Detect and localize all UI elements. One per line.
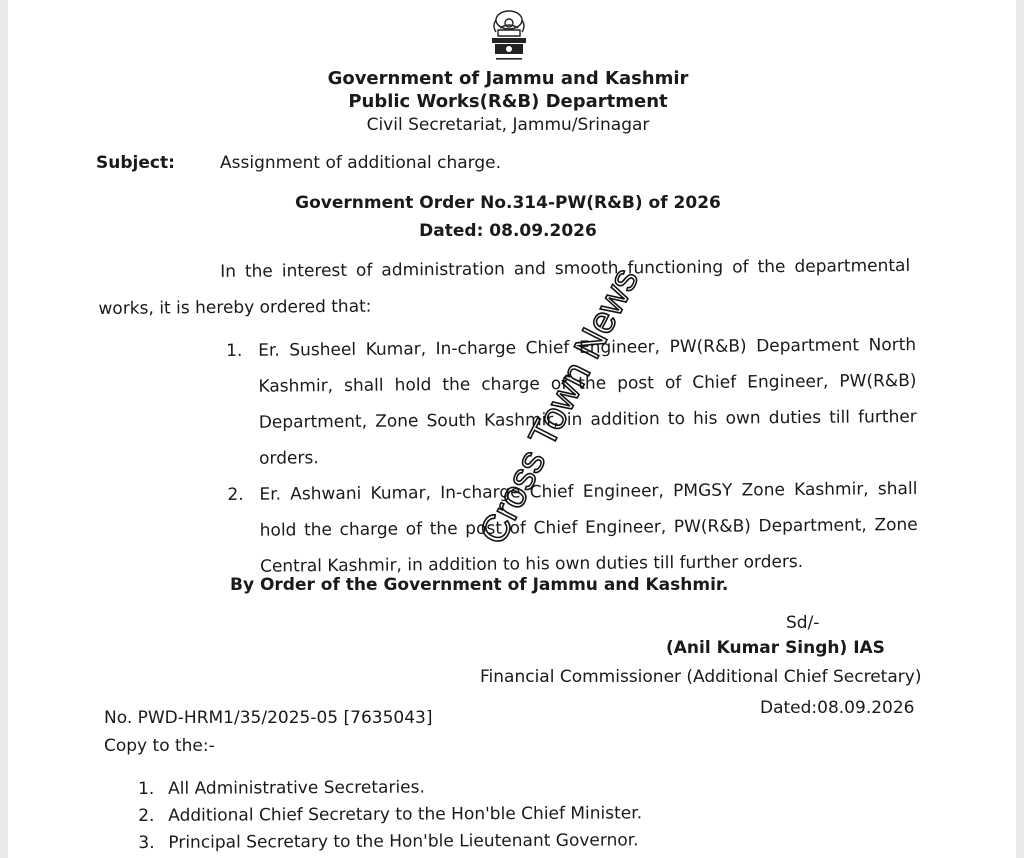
order-item (226, 327, 917, 477)
signatory-name: (Anil Kumar Singh) IAS (666, 638, 885, 658)
order-items (226, 327, 918, 585)
copy-item (138, 773, 642, 803)
subject-label: Subject: (96, 153, 175, 173)
subject-text: Assignment of additional charge. (220, 153, 501, 173)
header-government: Government of Jammu and Kashmir (327, 68, 689, 89)
document-page (8, 0, 1016, 858)
copy-to-label: Copy to the:- (104, 736, 215, 756)
reference-number: No. PWD-HRM1/35/2025-05 [7635043] (104, 708, 433, 728)
copy-item-text: All Administrative Secretaries. (168, 777, 425, 799)
header-department: Public Works(R&B) Department (348, 91, 668, 112)
copy-item-text: Principal Secretary to the Hon'ble Lieutenant Governor. (168, 830, 639, 853)
item-number: 1. (226, 340, 243, 361)
copy-item (138, 827, 642, 857)
item-text: Er. Ashwani Kumar, In-charge Chief Engineer, PMGSY Zone Kashmir, shall hold the charge of the post of Chief Engineer, PW(R&B) Department, Zone Central Kashmir, in addition to his own duties till further orders. (259, 478, 918, 577)
order-number: Government Order No.314-PW(R&B) of 2026 (295, 193, 721, 213)
signatory-designation: Financial Commissioner (Additional Chief Secretary) (480, 667, 922, 687)
intro-paragraph: In the interest of administration and smooth functioning of the departmental works, it is hereby ordered that: (98, 255, 911, 319)
copy-item-text: Additional Chief Secretary to the Hon'ble Chief Minister. (168, 803, 643, 826)
header-address: Civil Secretariat, Jammu/Srinagar (366, 115, 650, 135)
national-emblem-icon (478, 6, 540, 66)
item-text: Er. Susheel Kumar, In-charge Chief Engineer, PW(R&B) Department North Kashmir, shall hold the charge of the post of Chief Engineer, PW(R&B) Department, Zone South Kashmir, in addition to his own duties till further orders. (258, 334, 917, 469)
signature-date: Dated:08.09.2026 (760, 698, 915, 718)
order-item (227, 471, 918, 585)
item-number: 2. (227, 484, 244, 505)
watermark-text: Cross Town News (471, 261, 648, 551)
copy-item-number: 2. (138, 805, 155, 826)
copy-item-number: 3. (138, 832, 155, 853)
copy-item-number: 1. (138, 778, 155, 799)
by-order-line: By Order of the Government of Jammu and Kashmir. (230, 575, 729, 595)
signature-sd: Sd/- (786, 613, 820, 633)
copy-list (138, 773, 642, 857)
copy-item (138, 800, 642, 830)
order-date: Dated: 08.09.2026 (419, 221, 597, 241)
